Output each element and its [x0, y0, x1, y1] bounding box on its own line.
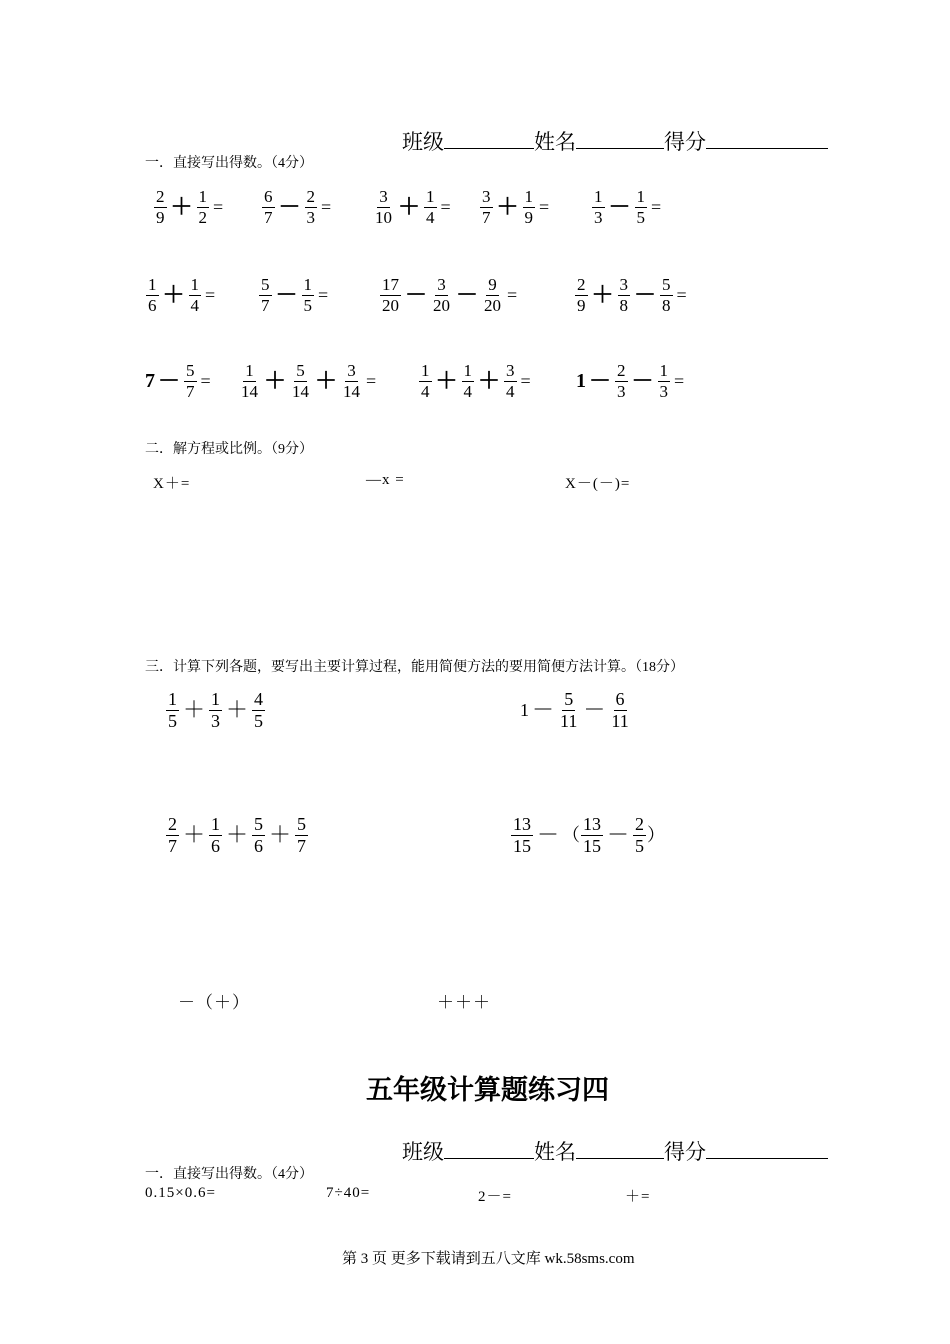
operator: － [405, 282, 428, 308]
s1-problem [379, 275, 517, 315]
s1-problem [261, 187, 331, 227]
equation-2: —x = [366, 472, 405, 488]
s1-problem [145, 361, 211, 401]
fraction [575, 275, 588, 315]
page-footer: 第 3 页 更多下载请到五八文库 wk.58sms.com [342, 1251, 635, 1267]
numerator: 1 [168, 689, 177, 709]
denominator: 9 [524, 207, 534, 227]
fraction [302, 275, 315, 315]
fraction [252, 814, 265, 856]
fraction [239, 361, 260, 401]
equals-sign: = [213, 197, 224, 218]
denominator: 4 [421, 381, 430, 401]
denominator: 4 [426, 207, 435, 227]
denominator: 4 [463, 381, 473, 401]
numerator: 2 [577, 275, 586, 294]
numerator: 5 [662, 275, 671, 294]
class-label: 班级 [402, 130, 444, 154]
numerator: 2 [617, 361, 626, 380]
s1-problem [372, 187, 451, 227]
fraction [511, 814, 533, 856]
denominator: 3 [594, 207, 603, 227]
whole-number: 1 [520, 700, 529, 721]
numerator: 6 [264, 187, 273, 206]
numerator: 1 [594, 187, 603, 206]
fraction [184, 361, 197, 401]
s1-problem [576, 361, 684, 401]
s3-problem [510, 814, 665, 856]
denominator: 5 [168, 710, 177, 731]
class-blank[interactable] [444, 128, 534, 149]
equals-sign: = [440, 197, 451, 218]
class-label: 班级 [402, 1140, 444, 1164]
fraction [658, 361, 671, 401]
score-label: 得分 [664, 1140, 706, 1164]
numerator: 2 [168, 814, 177, 834]
numerator: 2 [156, 187, 165, 206]
operator: ＋ [226, 697, 249, 723]
operator: ＋ [226, 822, 249, 848]
s1-problem [258, 275, 328, 315]
operator: － [532, 697, 555, 723]
denominator: 7 [297, 835, 307, 856]
operator: ＋ [170, 194, 193, 220]
denominator: 6 [254, 835, 264, 856]
score-blank[interactable] [706, 128, 828, 149]
numerator: 1 [148, 275, 157, 294]
numerator: 3 [506, 361, 515, 380]
fraction [341, 361, 362, 401]
denominator: 9 [577, 295, 586, 315]
s1-problem [574, 275, 687, 315]
denominator: 3 [617, 381, 626, 401]
denominator: 5 [303, 295, 313, 315]
equals-sign: = [507, 285, 518, 306]
denominator: 4 [506, 381, 515, 401]
numerator: 5 [186, 361, 195, 380]
page-title: 五年级计算题练习四 [366, 1075, 609, 1106]
name-label: 姓名 [534, 130, 576, 154]
denominator: 2 [198, 207, 208, 227]
header-fields-bottom [402, 1136, 828, 1166]
s4-item-4: ＋= [625, 1189, 651, 1205]
fraction [154, 187, 167, 227]
section4-title: 一．直接写出得数。（4分） [145, 1167, 313, 1182]
numerator: 17 [382, 275, 399, 294]
denominator: 7 [186, 381, 195, 401]
operator: ＋ [183, 697, 206, 723]
fraction [262, 187, 275, 227]
fraction [482, 275, 503, 315]
fraction [462, 361, 475, 401]
numerator: 1 [198, 187, 208, 206]
header-fields-top [402, 126, 828, 156]
operator: ＋ [315, 368, 338, 394]
fraction [209, 814, 222, 856]
numerator: 3 [619, 275, 629, 294]
denominator: 6 [148, 295, 157, 315]
operator: － [607, 822, 630, 848]
denominator: 14 [292, 381, 310, 401]
denominator: 7 [264, 207, 273, 227]
class-blank[interactable] [444, 1138, 534, 1159]
equals-sign: = [200, 371, 211, 392]
s1-problem [153, 187, 223, 227]
s4-item-2: 7÷40= [326, 1185, 371, 1201]
numerator: 5 [296, 361, 305, 380]
s3-problem [165, 689, 266, 731]
denominator: 20 [484, 295, 502, 315]
fraction [197, 187, 210, 227]
fraction [252, 689, 265, 731]
denominator: 7 [261, 295, 270, 315]
operator: － [278, 194, 301, 220]
operator: － [608, 194, 631, 220]
equation-3: X－(－)= [565, 476, 631, 492]
whole-number: 7 [145, 370, 155, 393]
fraction [380, 275, 401, 315]
s1-problem [238, 361, 376, 401]
operator: － [158, 368, 181, 394]
denominator: 7 [482, 207, 491, 227]
numerator: 4 [254, 689, 264, 709]
equals-sign: = [539, 197, 550, 218]
numerator: 1 [426, 187, 435, 206]
equation-1: X＋= [153, 476, 191, 492]
denominator: 11 [560, 710, 578, 731]
fraction [209, 689, 222, 731]
equals-sign: = [674, 371, 685, 392]
fraction [609, 689, 630, 731]
s3-problem [165, 814, 309, 856]
s1-problem [591, 187, 661, 227]
equals-sign: = [205, 285, 216, 306]
denominator: 9 [156, 207, 165, 227]
section3-title: 三．计算下列各题，要写出主要计算过程，能用简便方法的要用简便方法计算。（18分） [145, 660, 684, 675]
equals-sign: = [318, 285, 329, 306]
fraction [504, 361, 517, 401]
operator: － [589, 368, 612, 394]
fraction [581, 814, 603, 856]
numerator: 5 [254, 814, 264, 834]
whole-number: 1 [576, 370, 586, 393]
denominator: 8 [662, 295, 671, 315]
numerator: 5 [261, 275, 270, 294]
s1-problem [145, 275, 215, 315]
numerator: 13 [513, 814, 531, 834]
fraction [166, 689, 179, 731]
fraction [431, 275, 452, 315]
operator: ＋ [162, 282, 185, 308]
equals-sign: = [520, 371, 531, 392]
denominator: 5 [635, 835, 645, 856]
score-label: 得分 [664, 130, 706, 154]
numerator: 2 [306, 187, 316, 206]
operator: － [456, 282, 479, 308]
operator: ＋ [398, 194, 421, 220]
operator: ＋ [435, 368, 458, 394]
operator: － [537, 822, 560, 848]
numerator: 1 [245, 361, 254, 380]
denominator: 15 [583, 835, 602, 856]
numerator: 9 [488, 275, 497, 294]
operator: ＋ [591, 282, 614, 308]
fraction [419, 361, 432, 401]
denominator: 3 [211, 710, 221, 731]
denominator: 6 [211, 835, 221, 856]
leftover-expr-1: －（＋） [178, 993, 250, 1012]
equals-sign: = [676, 285, 687, 306]
numerator: 3 [379, 187, 388, 206]
s4-item-3: 2－= [478, 1189, 512, 1205]
fraction [189, 275, 202, 315]
fraction [305, 187, 318, 227]
numerator: 1 [211, 814, 221, 834]
name-blank[interactable] [576, 128, 664, 149]
whole-number: ） [647, 825, 666, 846]
numerator: 3 [347, 361, 356, 380]
denominator: 8 [619, 295, 629, 315]
fraction [295, 814, 308, 856]
numerator: 1 [636, 187, 646, 206]
numerator: 6 [615, 689, 625, 709]
name-label: 姓名 [534, 1140, 576, 1164]
denominator: 20 [433, 295, 451, 315]
numerator: 1 [190, 275, 200, 294]
fraction [373, 187, 394, 227]
fraction [558, 689, 579, 731]
equals-sign: = [651, 197, 662, 218]
fraction [615, 361, 628, 401]
s1-problem [418, 361, 531, 401]
denominator: 7 [168, 835, 177, 856]
s1-problem [479, 187, 549, 227]
denominator: 20 [382, 295, 399, 315]
fraction [290, 361, 311, 401]
fraction [618, 275, 631, 315]
operator: － [631, 368, 654, 394]
s3-problem [520, 689, 632, 731]
leftover-expr-2: ＋＋＋ [437, 993, 491, 1012]
equals-sign: = [366, 371, 377, 392]
denominator: 15 [513, 835, 531, 856]
fraction [523, 187, 536, 227]
operator: － [583, 697, 606, 723]
fraction [635, 187, 648, 227]
denominator: 10 [375, 207, 392, 227]
fraction [660, 275, 673, 315]
denominator: 3 [306, 207, 316, 227]
denominator: 3 [659, 381, 669, 401]
fraction [480, 187, 493, 227]
section2-title: 二．解方程或比例。（9分） [145, 442, 313, 457]
fraction [424, 187, 437, 227]
numerator: 2 [635, 814, 645, 834]
numerator: 3 [437, 275, 446, 294]
numerator: 13 [583, 814, 602, 834]
operator: ＋ [269, 822, 292, 848]
fraction [259, 275, 272, 315]
fraction [633, 814, 646, 856]
numerator: 3 [482, 187, 491, 206]
denominator: 4 [190, 295, 200, 315]
numerator: 5 [297, 814, 307, 834]
numerator: 1 [303, 275, 313, 294]
operator: ＋ [183, 822, 206, 848]
operator: ＋ [264, 368, 287, 394]
numerator: 1 [463, 361, 473, 380]
denominator: 11 [611, 710, 629, 731]
numerator: 1 [421, 361, 430, 380]
numerator: 1 [211, 689, 221, 709]
section1-title: 一．直接写出得数。（4分） [145, 156, 313, 171]
name-blank[interactable] [576, 1138, 664, 1159]
fraction [166, 814, 179, 856]
s4-item-1: 0.15×0.6= [145, 1185, 216, 1201]
operator: － [275, 282, 298, 308]
whole-number: （ [562, 825, 581, 846]
denominator: 5 [254, 710, 264, 731]
operator: － [634, 282, 657, 308]
operator: ＋ [496, 194, 519, 220]
denominator: 5 [636, 207, 646, 227]
score-blank[interactable] [706, 1138, 828, 1159]
numerator: 1 [524, 187, 534, 206]
numerator: 5 [564, 689, 574, 709]
numerator: 1 [659, 361, 669, 380]
denominator: 14 [343, 381, 361, 401]
equals-sign: = [321, 197, 332, 218]
fraction [592, 187, 605, 227]
operator: ＋ [478, 368, 501, 394]
fraction [146, 275, 159, 315]
denominator: 14 [241, 381, 258, 401]
